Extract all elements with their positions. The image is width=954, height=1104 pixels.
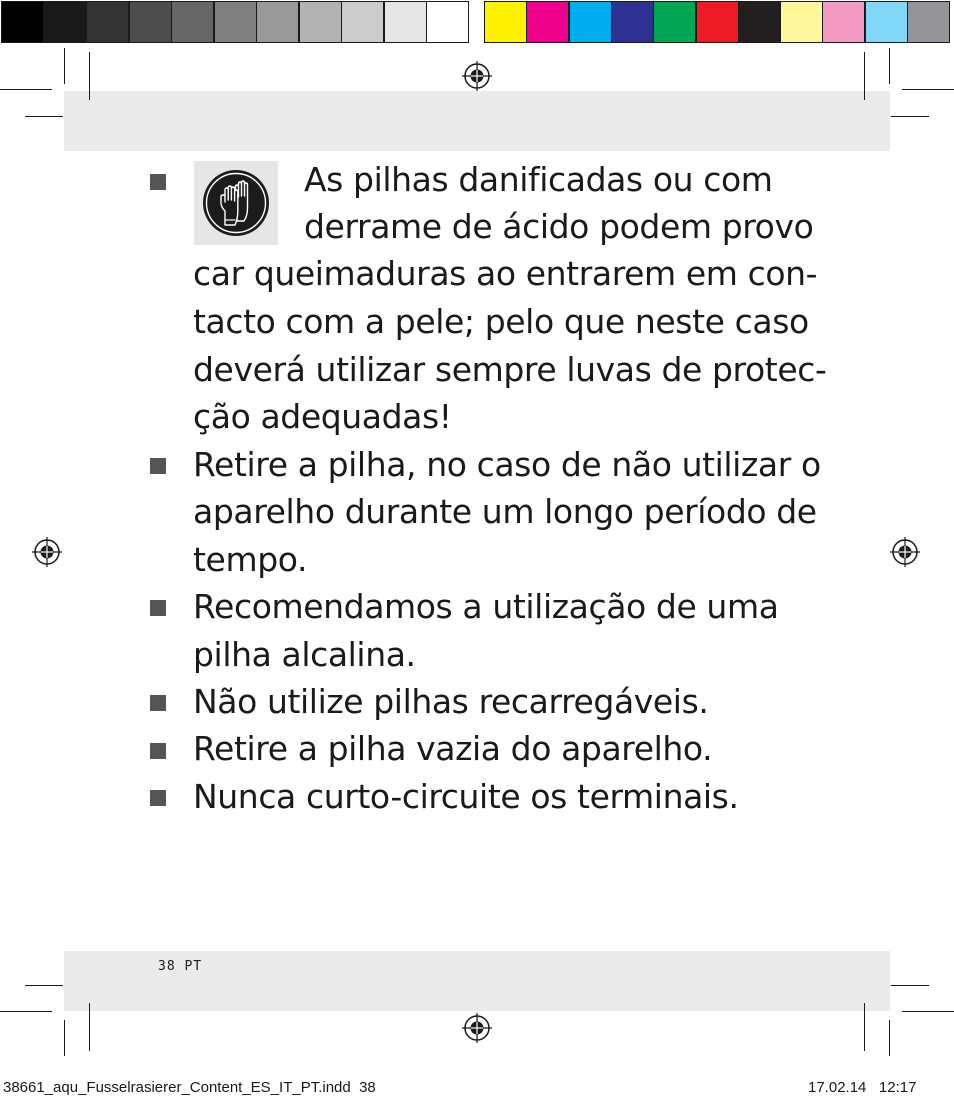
warning-line-2: derrame de ácido podem provo bbox=[304, 207, 814, 246]
list-item-line: tempo. bbox=[193, 540, 308, 579]
gray-swatch bbox=[86, 1, 129, 43]
color-swatch bbox=[822, 1, 865, 43]
icon-frame bbox=[194, 161, 278, 245]
warning-line-1: As pilhas danificadas ou com bbox=[304, 160, 773, 199]
list-item-line: Retire a pilha vazia do aparelho. bbox=[193, 729, 713, 768]
bullet-square-icon bbox=[150, 600, 166, 616]
bullet-square-icon bbox=[150, 743, 166, 759]
list-item-line: Retire a pilha, no caso de não utilizar o bbox=[193, 445, 821, 484]
registration-mark-top-icon bbox=[462, 61, 492, 91]
slug-file-info bbox=[3, 1079, 376, 1096]
protective-gloves-icon bbox=[194, 161, 278, 245]
warning-line-6: ção adequadas! bbox=[193, 397, 452, 436]
registration-mark-left-icon bbox=[32, 537, 62, 567]
slug-filename: 38661_aqu_Fusselrasierer_Content_ES_IT_PT.indd bbox=[3, 1079, 351, 1096]
color-swatch bbox=[484, 1, 527, 43]
gray-swatch bbox=[426, 1, 469, 43]
list-item-line: Nunca curto-circuite os terminais. bbox=[193, 777, 739, 816]
bullet-square-icon bbox=[150, 790, 166, 806]
gray-swatch bbox=[299, 1, 342, 43]
gray-swatch bbox=[256, 1, 299, 43]
color-swatch bbox=[865, 1, 908, 43]
registration-mark-bottom-icon bbox=[462, 1013, 492, 1043]
registration-mark-right-icon bbox=[890, 537, 920, 567]
slug-time: 12:17 bbox=[878, 1079, 917, 1096]
header-band bbox=[64, 91, 890, 151]
slug-timestamp bbox=[808, 1079, 916, 1096]
bullet-square-icon bbox=[150, 174, 166, 190]
color-swatch bbox=[611, 1, 654, 43]
color-swatch bbox=[738, 1, 781, 43]
color-swatch bbox=[526, 1, 569, 43]
color-swatch bbox=[696, 1, 739, 43]
bullet-square-icon bbox=[150, 458, 166, 474]
bullet-square-icon bbox=[150, 695, 166, 711]
color-swatch bbox=[780, 1, 823, 43]
gray-swatch bbox=[129, 1, 172, 43]
list-item-line: aparelho durante um longo período de bbox=[193, 492, 817, 531]
warning-line-3: car queimaduras ao entrarem em con- bbox=[193, 254, 818, 293]
gray-swatch bbox=[171, 1, 214, 43]
page-footer bbox=[158, 959, 202, 974]
page-language: PT bbox=[184, 959, 203, 974]
gray-swatch bbox=[44, 1, 87, 43]
warning-line-5: deverá utilizar sempre luvas de protec- bbox=[193, 350, 827, 389]
list-item-line: Não utilize pilhas recarregáveis. bbox=[193, 682, 709, 721]
gray-swatch bbox=[214, 1, 257, 43]
list-item-line: Recomendamos a utilização de uma bbox=[193, 587, 779, 626]
gray-swatch bbox=[384, 1, 427, 43]
gray-swatch bbox=[341, 1, 384, 43]
gray-swatch bbox=[1, 1, 44, 43]
color-swatch bbox=[569, 1, 612, 43]
page-number: 38 bbox=[158, 959, 176, 974]
color-swatch bbox=[907, 1, 950, 43]
warning-line-4: tacto com a pele; pelo que neste caso bbox=[193, 302, 809, 341]
list-item-line: pilha alcalina. bbox=[193, 635, 416, 674]
slug-page: 38 bbox=[359, 1079, 376, 1096]
slug-date: 17.02.14 bbox=[808, 1079, 867, 1096]
color-swatch bbox=[653, 1, 696, 43]
